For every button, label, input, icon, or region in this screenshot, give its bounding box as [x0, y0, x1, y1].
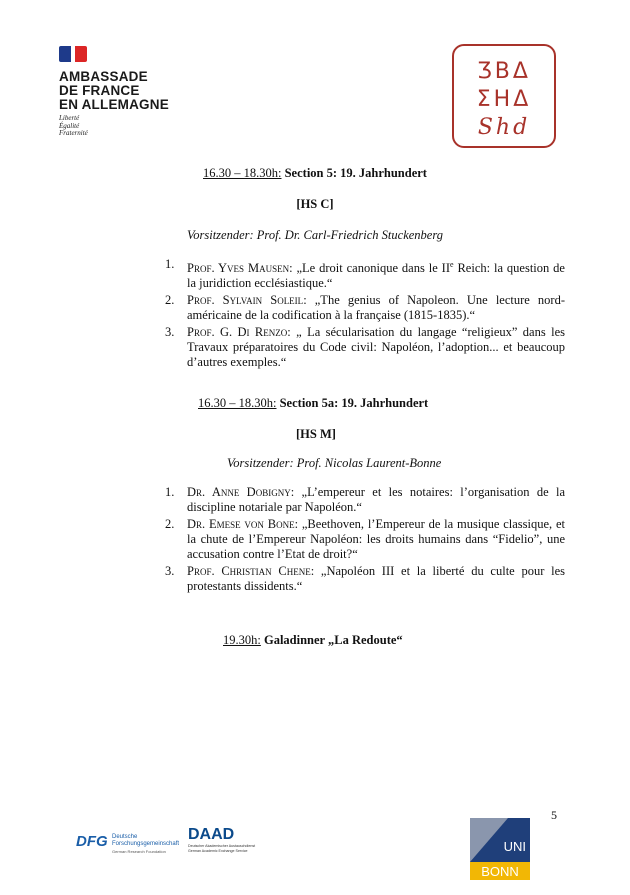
list-item: [165, 325, 565, 370]
uni-bonn-logo: [470, 818, 530, 878]
section5a-heading: [198, 396, 428, 411]
motto-fraternite: Fraternité: [59, 129, 88, 137]
list-item: [165, 293, 565, 323]
item-number: 1.: [165, 257, 175, 271]
speaker-name: Dr. Emese von Bone: [187, 517, 295, 531]
section5-room: [HS C]: [296, 197, 334, 211]
speaker-name: Prof. G. Di Renzo: [187, 325, 288, 340]
section5-list: [165, 257, 565, 372]
seal-row-1: ƷBΔ: [477, 59, 531, 84]
list-item: [165, 257, 565, 291]
section5a-room: [HS M]: [296, 427, 336, 441]
motto-liberte: Liberté: [59, 114, 80, 122]
speaker-name: Dr. Anne Dobigny: [187, 485, 291, 499]
talk-title: : „L’empereur et les notaires: l’organisation de la discipline notariale par Napoléon.“: [187, 485, 565, 514]
seal-row-3: Shd: [477, 115, 531, 140]
dfg-line1: Deutsche: [112, 834, 138, 840]
section5a-list: [165, 485, 565, 596]
section5-chair: Vorsitzender: Prof. Dr. Carl-Friedrich Stuckenberg: [187, 228, 443, 242]
page-number: 5: [551, 808, 557, 822]
embassy-logo: [59, 46, 199, 138]
dfg-abbr: DFG: [76, 833, 108, 850]
talk-title: : „Le droit canonique dans le II: [289, 261, 450, 276]
talk-title: : „Napoléon III et la liberté du culte pour les protestants dissidents.“: [187, 564, 565, 593]
daad-abbr: DAAD: [188, 826, 235, 843]
daad-line1: Deutscher Akademischer Austauschdienst: [188, 844, 256, 848]
seal-row-2: ΣHΔ: [476, 87, 532, 112]
speaker-name: Prof. Christian Chene: [187, 564, 311, 578]
bonn-top: UNI: [503, 839, 526, 854]
list-item: [165, 485, 565, 515]
superscript: e: [449, 260, 454, 269]
speaker-name: Prof. Yves Mausen: [187, 261, 290, 276]
item-number: 1.: [165, 485, 175, 499]
section5-time: 16.30 – 18.30h:: [203, 166, 282, 180]
dfg-line2: Forschungsgemeinschaft: [112, 841, 180, 847]
dfg-logo: [74, 826, 184, 866]
daad-logo: [188, 822, 308, 862]
section5a-title: Section 5a: 19. Jahrhundert: [279, 396, 429, 410]
section5-heading: [0, 166, 630, 181]
gala-time: 19.30h:: [223, 633, 261, 647]
list-item: [165, 517, 565, 562]
speaker-name: Prof. Sylvain Soleil: [187, 293, 304, 308]
talk-title: : „Beethoven, l’Empereur de la musique classique, et la chute de l’Empereur Napoléon: les droits humains dans “Fidelio”, une accusation contre l’Etat de droit?“: [187, 517, 565, 561]
bonn-bottom: BONN: [481, 864, 519, 879]
talk-title: : „ La sécularisation du langage “religieux” dans les Travaux préparatoires du Code civil: Napoléon, l’adoption... et beaucoup d’autres exemples.“: [187, 325, 565, 370]
section5-title: Section 5: 19. Jahrhundert: [284, 166, 427, 180]
talk-title-cont: Reich: la question de la juridiction ecclésiastique.“: [187, 261, 565, 291]
section5a-time: 16.30 – 18.30h:: [198, 396, 277, 410]
item-number: 3.: [165, 564, 175, 578]
item-number: 3.: [165, 325, 175, 340]
embassy-line-2: DE FRANCE: [59, 83, 140, 98]
item-number: 2.: [165, 293, 175, 308]
section5a-chair: Vorsitzender: Prof. Nicolas Laurent-Bonne: [227, 456, 442, 470]
item-number: 2.: [165, 517, 175, 531]
embassy-line-3: EN ALLEMAGNE: [59, 97, 169, 112]
gala-heading: [223, 633, 403, 648]
marianne-flag-icon: [59, 46, 199, 62]
dfg-line3: German Research Foundation: [112, 849, 166, 854]
seal-logo: [452, 44, 556, 148]
embassy-line-1: AMBASSADE: [59, 69, 148, 84]
daad-line2: German Academic Exchange Service: [188, 849, 248, 853]
gala-title: Galadinner „La Redoute“: [263, 633, 403, 647]
motto-egalite: Égalité: [59, 121, 80, 130]
talk-title: : „The genius of Napoleon. Une lecture nord-américaine de la codification à la française (1815-1835).“: [187, 293, 565, 323]
list-item: [165, 564, 565, 594]
